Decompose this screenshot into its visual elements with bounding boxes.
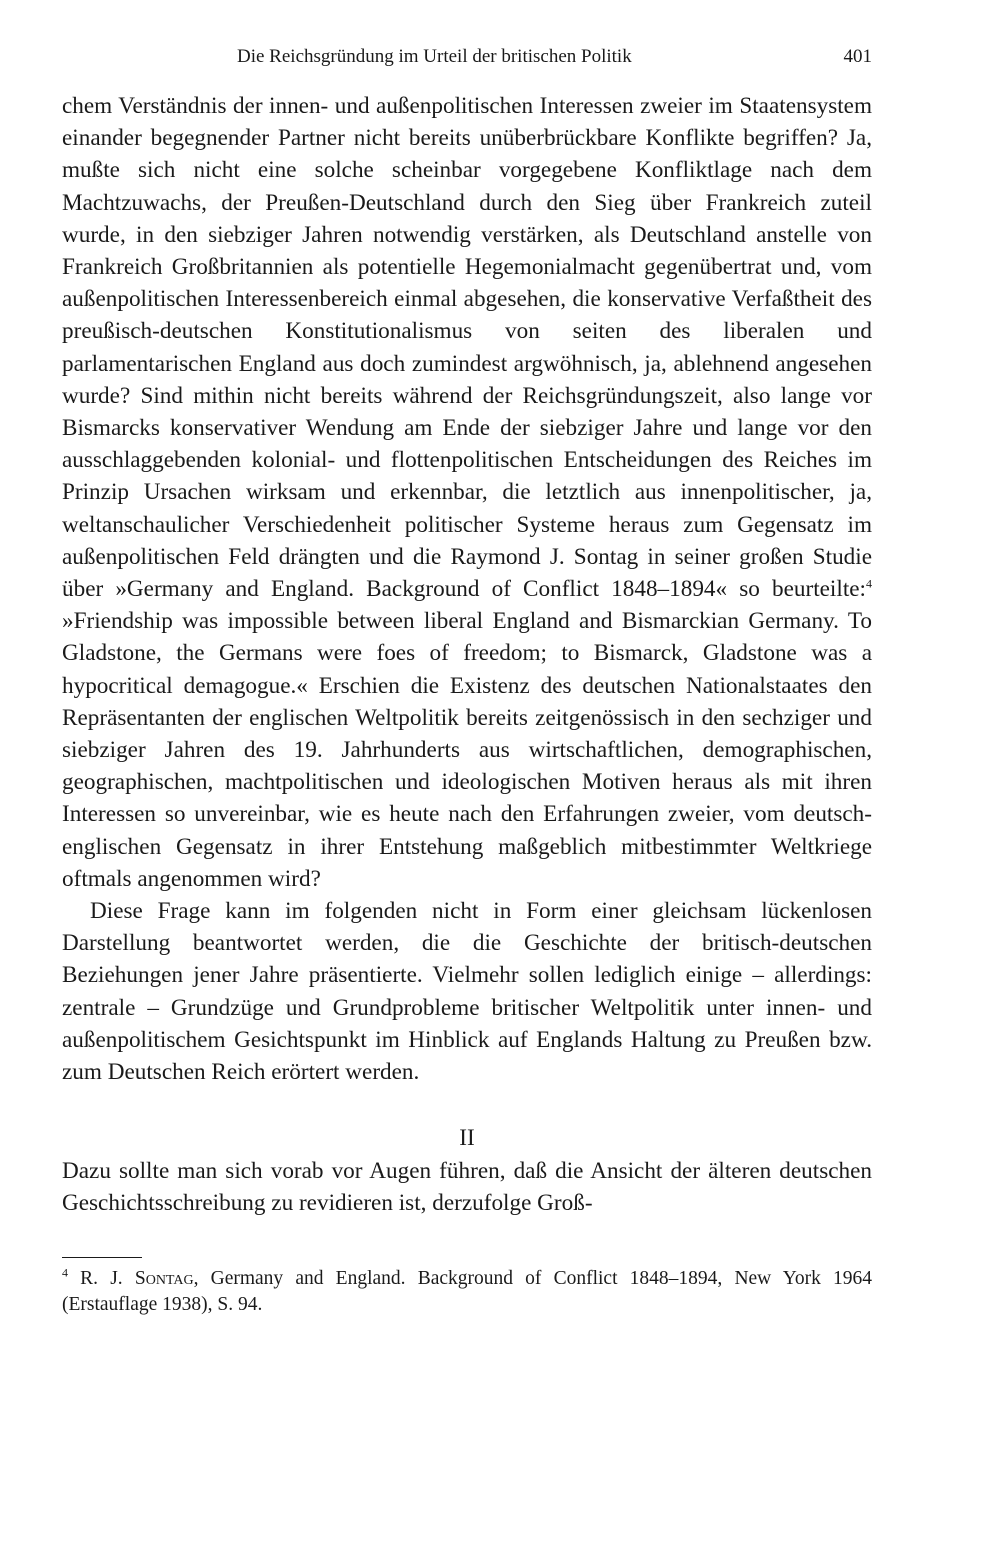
footnote-author-surname: Sontag — [134, 1267, 194, 1289]
body-text — [62, 90, 872, 1219]
footnote-text: , Germany and England. Background of Conflict 1848–1894, New York 1964 (Erstauflage 1938), S. 94. — [62, 1267, 872, 1315]
footnote-number: 4 — [62, 1265, 68, 1280]
paragraph-3: Dazu sollte man sich vorab vor Augen führen, daß die Ansicht der älteren deutschen Geschichtsschreibung zu revidieren ist, derzufolge Groß- — [62, 1157, 872, 1216]
running-title: Die Reichsgründung im Urteil der britischen Politik — [237, 46, 632, 67]
footnotes — [62, 1266, 872, 1318]
section-heading: II — [459, 1125, 475, 1152]
running-head — [62, 46, 872, 76]
paragraph-1-part-1: chem Verständnis der innen- und außenpolitischen Interessen zweier im Staatensystem einander begegnender Partner nicht bereits unüberbrückbare Konflikte begriffen? Ja, mußte sich nicht eine solche scheinbar vorgegebene Konfliktlage nach dem Machtzuwachs, der Preußen-Deutschland durch den Sieg über Frankreich zuteil wurde, in den siebziger Jahren notwendig verstärken, als Deutschland anstelle von Frankreich Großbritannien als potentielle Hegemonialmacht gegenübertrat und, vom außenpolitischen Interessenbereich einmal abgesehen, die konservative Verfaßtheit des preußisch-deutschen Konstitutionalismus von seiten des liberalen und parlamentarischen England aus doch zumindest argwöhnisch, ja, ablehnend angesehen wurde? Sind mithin nicht bereits während der Reichsgründungszeit, also lange vor Bismarcks konservativer Wendung am Ende der siebziger Jahre und lange vor den ausschlaggebenden kolonial- und flottenpolitischen Entscheidungen des Reiches im Prinzip Ursachen wirksam und erkennbar, die letztlich aus innenpolitischer, ja, weltanschaulicher Verschiedenheit politischer Systeme heraus zum Gegensatz im außenpolitischen Feld drängten und die Raymond J. Sontag in seiner großen Studie über »Germany and England. Background of Conflict 1848–1894« so beurteilte: — [62, 93, 872, 603]
footnote-author-initials: R. J. — [80, 1267, 123, 1289]
paragraph-2: Diese Frage kann im folgenden nicht in Form einer gleichsam lückenlosen Darstellung beantwortet werden, die die Geschichte der britisch-deutschen Beziehungen jener Jahre präsentierte. Vielmehr sollen lediglich einige – allerdings: zentrale – Grundzüge und Grundprobleme britischer Weltpolitik unter innen- und außenpolitischem Gesichtspunkt im Hinblick auf Englands Haltung zu Preußen bzw. zum Deutschen Reich erörtert werden. — [62, 898, 872, 1086]
page-number: 401 — [843, 46, 872, 67]
paragraph-1-part-2: »Friendship was impossible between liberal England and Bismarckian Germany. To Gladstone, the Germans were foes of freedom; to Bismarck, Gladstone was a hypocritical demagogue.« Erschien die Existenz des deutschen Nationalstaates den Repräsentanten der englischen Weltpolitik bereits zeitgenössisch in den sechziger und siebziger Jahren des 19. Jahrhunderts aus wirtschaftlichen, demographischen, geographischen, machtpolitischen und ideologischen Motiven heraus als mit ihren Interessen so unvereinbar, wie es heute nach den Erfahrungen zweier, vom deutsch-englischen Gegensatz in ihrer Entstehung maßgeblich mitbestimmter Weltkriege oftmals angenommen wird? — [62, 608, 872, 892]
book-page — [62, 46, 872, 1318]
paragraph-1 — [62, 90, 872, 895]
footnote-divider — [62, 1257, 142, 1258]
footnote-reference: 4 — [866, 576, 872, 591]
footnote-4 — [62, 1266, 872, 1318]
